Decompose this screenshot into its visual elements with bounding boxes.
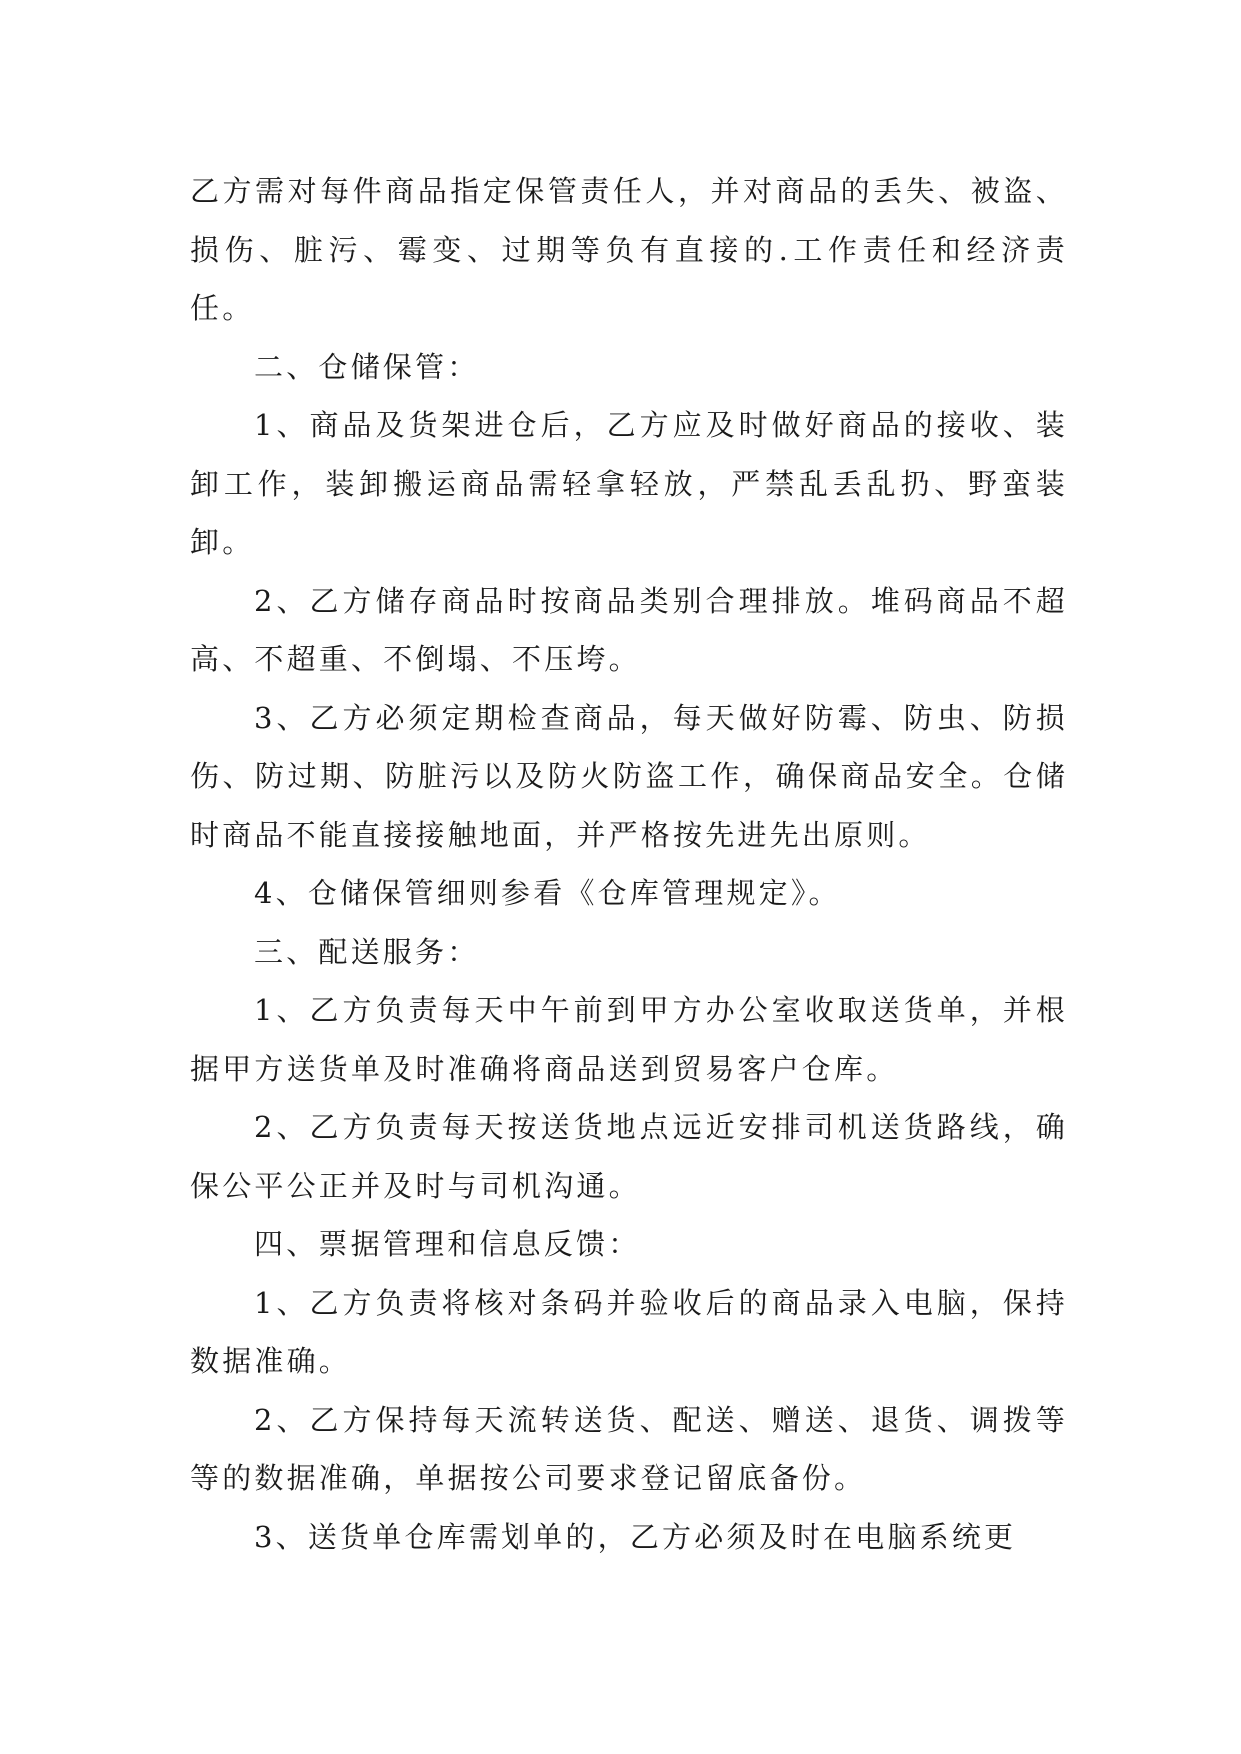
paragraph-billing-1: 1、乙方负责将核对条码并验收后的商品录入电脑，保持数据准确。 [190, 1285, 1068, 1378]
section-heading-storage: 二、仓储保管： [254, 349, 480, 384]
paragraph-delivery-1: 1、乙方负责每天中午前到甲方办公室收取送货单，并根据甲方送货单及时准确将商品送到贸易客户仓库。 [190, 993, 1068, 1086]
section-heading-billing: 四、票据管理和信息反馈： [254, 1227, 641, 1261]
paragraph-billing-3: 3、送货单仓库需划单的，乙方必须及时在电脑系统更 [254, 1519, 1017, 1554]
paragraph-storage-3: 3、乙方必须定期检查商品，每天做好防霉、防虫、防损伤、防过期、防脏污以及防火防盗工作，确保商品安全。仓储时商品不能直接接触地面，并严格按先进先出原则。 [190, 700, 1068, 852]
paragraph-responsibility: 乙方需对每件商品指定保管责任人，并对商品的丢失、被盗、损伤、脏污、霉变、过期等负有直接的.工作责任和经济责任。 [190, 174, 1068, 325]
paragraph-billing-2: 2、乙方保持每天流转送货、配送、赠送、退货、调拨等等的数据准确，单据按公司要求登记留底备份。 [190, 1402, 1068, 1495]
section-heading-delivery: 三、配送服务： [254, 934, 480, 969]
document-body [190, 162, 1068, 1566]
paragraph-storage-4: 4、仓储保管细则参看《仓库管理规定》。 [254, 876, 841, 910]
paragraph-storage-1: 1、商品及货架进仓后，乙方应及时做好商品的接收、装卸工作，装卸搬运商品需轻拿轻放，严禁乱丢乱扔、野蛮装卸。 [190, 408, 1068, 559]
paragraph-storage-2: 2、乙方储存商品时按商品类别合理排放。堆码商品不超高、不超重、不倒塌、不压垮。 [190, 583, 1068, 676]
paragraph-delivery-2: 2、乙方负责每天按送货地点远近安排司机送货路线，确保公平公正并及时与司机沟通。 [190, 1110, 1068, 1203]
